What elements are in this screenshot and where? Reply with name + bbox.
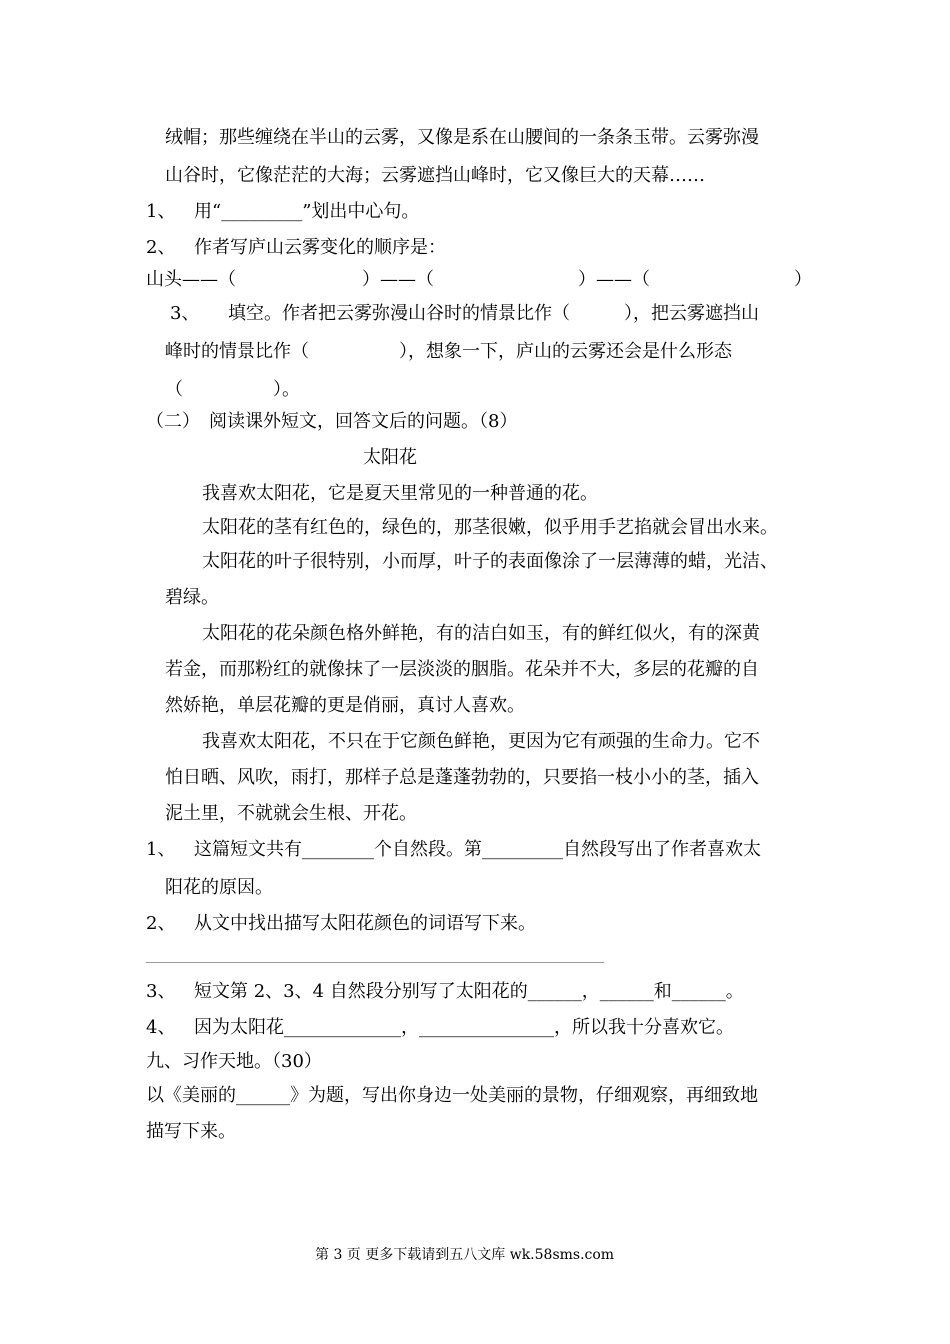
question-1-continuation: 阳花的原因。 <box>165 877 273 898</box>
paragraph-line: 泥土里，不就就会生根、开花。 <box>165 803 417 824</box>
answer-line <box>146 962 604 963</box>
passage-title: 太阳花 <box>363 447 417 468</box>
question-number: 2、 <box>146 237 176 258</box>
question-text: 短文第 2、3、4 自然段分别写了太阳花的______，______和______。 <box>194 981 744 1002</box>
question-number: 2、 <box>146 913 176 934</box>
question-text: 这篇短文共有________个自然段。第_________自然段写出了作者喜欢太 <box>194 839 761 860</box>
question-text: 作者写庐山云雾变化的顺序是： <box>194 237 446 258</box>
question-text: 用“_________”划出中心句。 <box>194 201 420 222</box>
question-text: 因为太阳花_____________，_______________，所以我十分喜欢它。 <box>194 1017 734 1038</box>
paragraph-line: 然娇艳，单层花瓣的更是俏丽，真讨人喜欢。 <box>165 695 525 716</box>
question-3 <box>146 980 744 1004</box>
question-4 <box>146 1016 734 1040</box>
question-text: 填空。作者把云雾弥漫山谷时的情景比作（ ），把云雾遮挡山 <box>228 303 759 324</box>
question-2 <box>146 236 446 260</box>
writing-prompt-line: 描写下来。 <box>146 1121 236 1142</box>
section-heading: 九、习作天地。（30） <box>146 1051 322 1072</box>
question-3-line: 峰时的情景比作（ ），想象一下，庐山的云雾还会是什么形态 <box>165 341 732 362</box>
paragraph-line: 我喜欢太阳花，它是夏天里常见的一种普通的花。 <box>202 483 598 504</box>
paragraph-line: 太阳花的茎有红色的，绿色的，那茎很嫩，似乎用手艺掐就会冒出水来。 <box>202 517 778 538</box>
passage-line: 山谷时，它像茫茫的大海；云雾遮挡山峰时，它又像巨大的天幕…… <box>165 165 705 186</box>
paragraph-line: 怕日晒、风吹，雨打，那样子总是蓬蓬勃勃的，只要掐一枝小小的茎，插入 <box>165 767 759 788</box>
paragraph-line: 我喜欢太阳花，不只在于它颜色鲜艳，更因为它有顽强的生命力。它不 <box>202 731 760 752</box>
paragraph-line: 太阳花的花朵颜色格外鲜艳，有的洁白如玉，有的鲜红似火，有的深黄 <box>202 623 760 644</box>
question-number: 3、 <box>170 303 200 324</box>
paragraph-line: 碧绿。 <box>165 587 219 608</box>
question-2-answer-blanks: 山头——（ ）——（ ）——（ ） <box>146 269 812 290</box>
question-3-line: （ ）。 <box>165 379 300 400</box>
question-number: 1、 <box>146 201 176 222</box>
paragraph-line: 若金，而那粉红的就像抹了一层淡淡的胭脂。花朵并不大，多层的花瓣的自 <box>165 659 759 680</box>
section-heading: （二） 阅读课外短文，回答文后的问题。（8） <box>146 411 518 432</box>
paragraph-line: 太阳花的叶子很特别，小而厚，叶子的表面像涂了一层薄薄的蜡，光洁、 <box>202 551 778 572</box>
page-footer: 第 3 页 更多下载请到五八文库 wk.58sms.com <box>315 1247 615 1263</box>
question-number: 4、 <box>146 1017 176 1038</box>
writing-prompt-line: 以《美丽的______》为题，写出你身边一处美丽的景物，仔细观察，再细致地 <box>146 1085 758 1106</box>
question-1 <box>146 200 419 224</box>
question-text: 从文中找出描写太阳花颜色的词语写下来。 <box>194 913 536 934</box>
question-number: 1、 <box>146 839 176 860</box>
question-2 <box>146 912 536 936</box>
question-3 <box>170 302 759 326</box>
question-1 <box>146 838 761 862</box>
question-number: 3、 <box>146 981 176 1002</box>
passage-line: 绒帽；那些缠绕在半山的云雾，又像是系在山腰间的一条条玉带。云雾弥漫 <box>165 127 759 148</box>
